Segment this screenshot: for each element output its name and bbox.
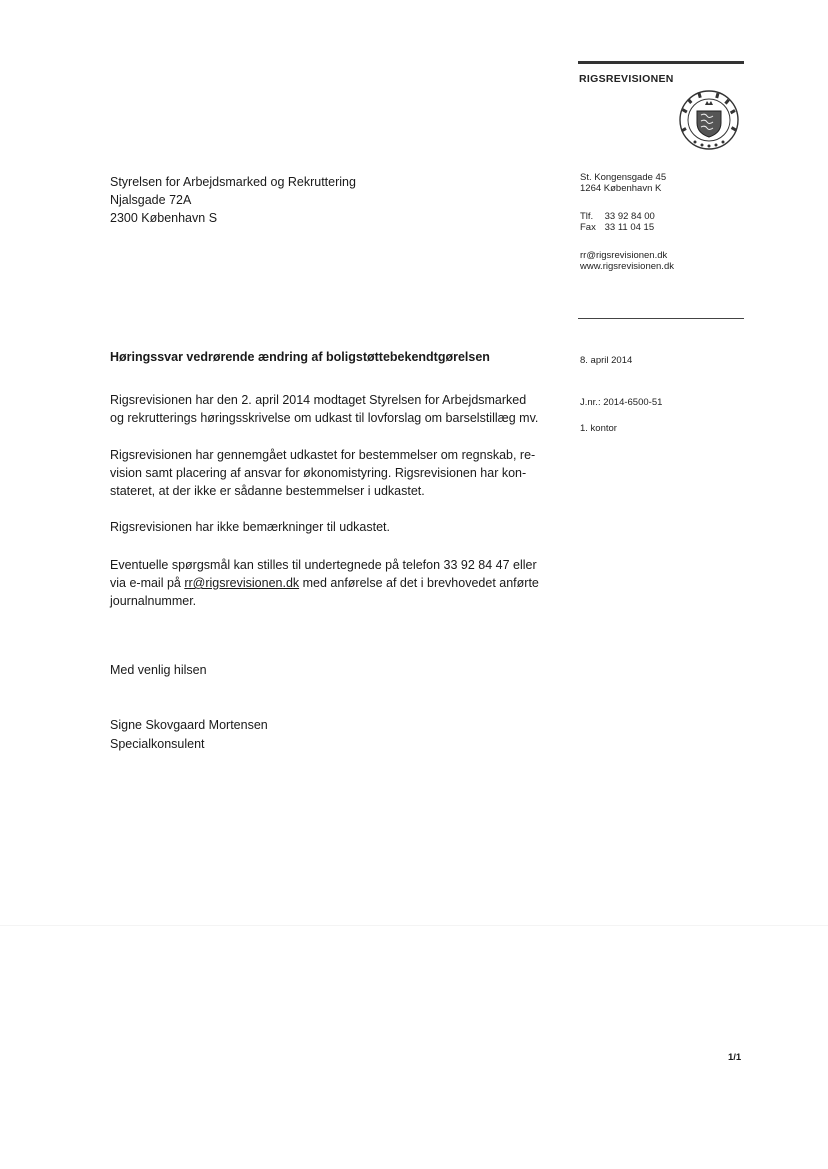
- letterhead-divider: [578, 318, 744, 319]
- paragraph-2-line-1: Rigsrevisionen har gennemgået udkastet for bestemmelser om regnskab, re-: [110, 448, 536, 462]
- page-number: 1/1: [728, 1052, 742, 1063]
- fax-number: 33 11 04 15: [604, 222, 655, 233]
- signature-title: Specialkonsulent: [110, 737, 205, 751]
- signature-block: [110, 716, 268, 754]
- paragraph-4-line-3: journalnummer.: [110, 594, 197, 608]
- scan-artifact-line: [0, 925, 828, 926]
- paragraph-2-line-2: vision samt placering af ansvar for økonomistyring. Rigsrevisionen har kon-: [110, 466, 527, 480]
- paragraph-1-line-2: og rekrutterings høringsskrivelse om udkast til lovforslag om barselstillæg mv.: [110, 411, 539, 425]
- sender-email[interactable]: rr@rigsrevisionen.dk: [580, 250, 668, 261]
- email-link[interactable]: rr@rigsrevisionen.dk: [184, 576, 300, 590]
- paragraph-2-line-3: stateret, at der ikke er sådanne bestemmelser i udkastet.: [110, 484, 425, 498]
- sender-postal: 1264 København K: [580, 183, 662, 194]
- office-name: 1. kontor: [580, 423, 617, 434]
- letter-date: 8. april 2014: [580, 355, 633, 366]
- paragraph-4: [110, 556, 555, 610]
- sender-contact: [580, 211, 655, 233]
- letter-subject: Høringssvar vedrørende ændring af boligstøttebekendtgørelsen: [110, 350, 490, 364]
- paragraph-3: Rigsrevisionen har ikke bemærkninger til udkastet.: [110, 520, 390, 534]
- folketinget-seal-icon: [675, 87, 743, 151]
- sender-fax-row: [580, 222, 655, 233]
- sender-street: St. Kongensgade 45: [580, 172, 667, 183]
- fax-label: Fax: [580, 222, 596, 233]
- closing-greeting: Med venlig hilsen: [110, 663, 207, 677]
- recipient-address: [110, 173, 356, 227]
- paragraph-4-line-1: Eventuelle spørgsmål kan stilles til undertegnede på telefon 33 92 84 47 eller: [110, 558, 537, 572]
- paragraph-4-line-2-end: med anførelse af det i brevhovedet anførte: [299, 576, 539, 590]
- phone-number: 33 92 84 00: [604, 211, 655, 222]
- paragraph-1: [110, 391, 555, 427]
- recipient-line-3: 2300 København S: [110, 211, 218, 225]
- sender-address: [580, 172, 666, 194]
- sender-phone-row: [580, 211, 655, 222]
- phone-label: Tlf.: [580, 211, 594, 222]
- recipient-line-2: Njalsgade 72A: [110, 193, 192, 207]
- paragraph-4-line-2-start: via e-mail på: [110, 576, 185, 590]
- sender-online: [580, 250, 674, 272]
- recipient-line-1: Styrelsen for Arbejdsmarked og Rekruttering: [110, 175, 356, 189]
- letterhead-top-rule: [578, 61, 744, 64]
- letterhead-brand: RIGSREVISIONEN: [579, 73, 674, 85]
- sender-website[interactable]: www.rigsrevisionen.dk: [580, 261, 674, 272]
- journal-number: J.nr.: 2014-6500-51: [580, 397, 663, 408]
- paragraph-1-line-1: Rigsrevisionen har den 2. april 2014 modtaget Styrelsen for Arbejdsmarked: [110, 393, 527, 407]
- paragraph-4-line-2: [110, 574, 555, 592]
- signature-name: Signe Skovgaard Mortensen: [110, 718, 268, 732]
- paragraph-2: [110, 446, 555, 500]
